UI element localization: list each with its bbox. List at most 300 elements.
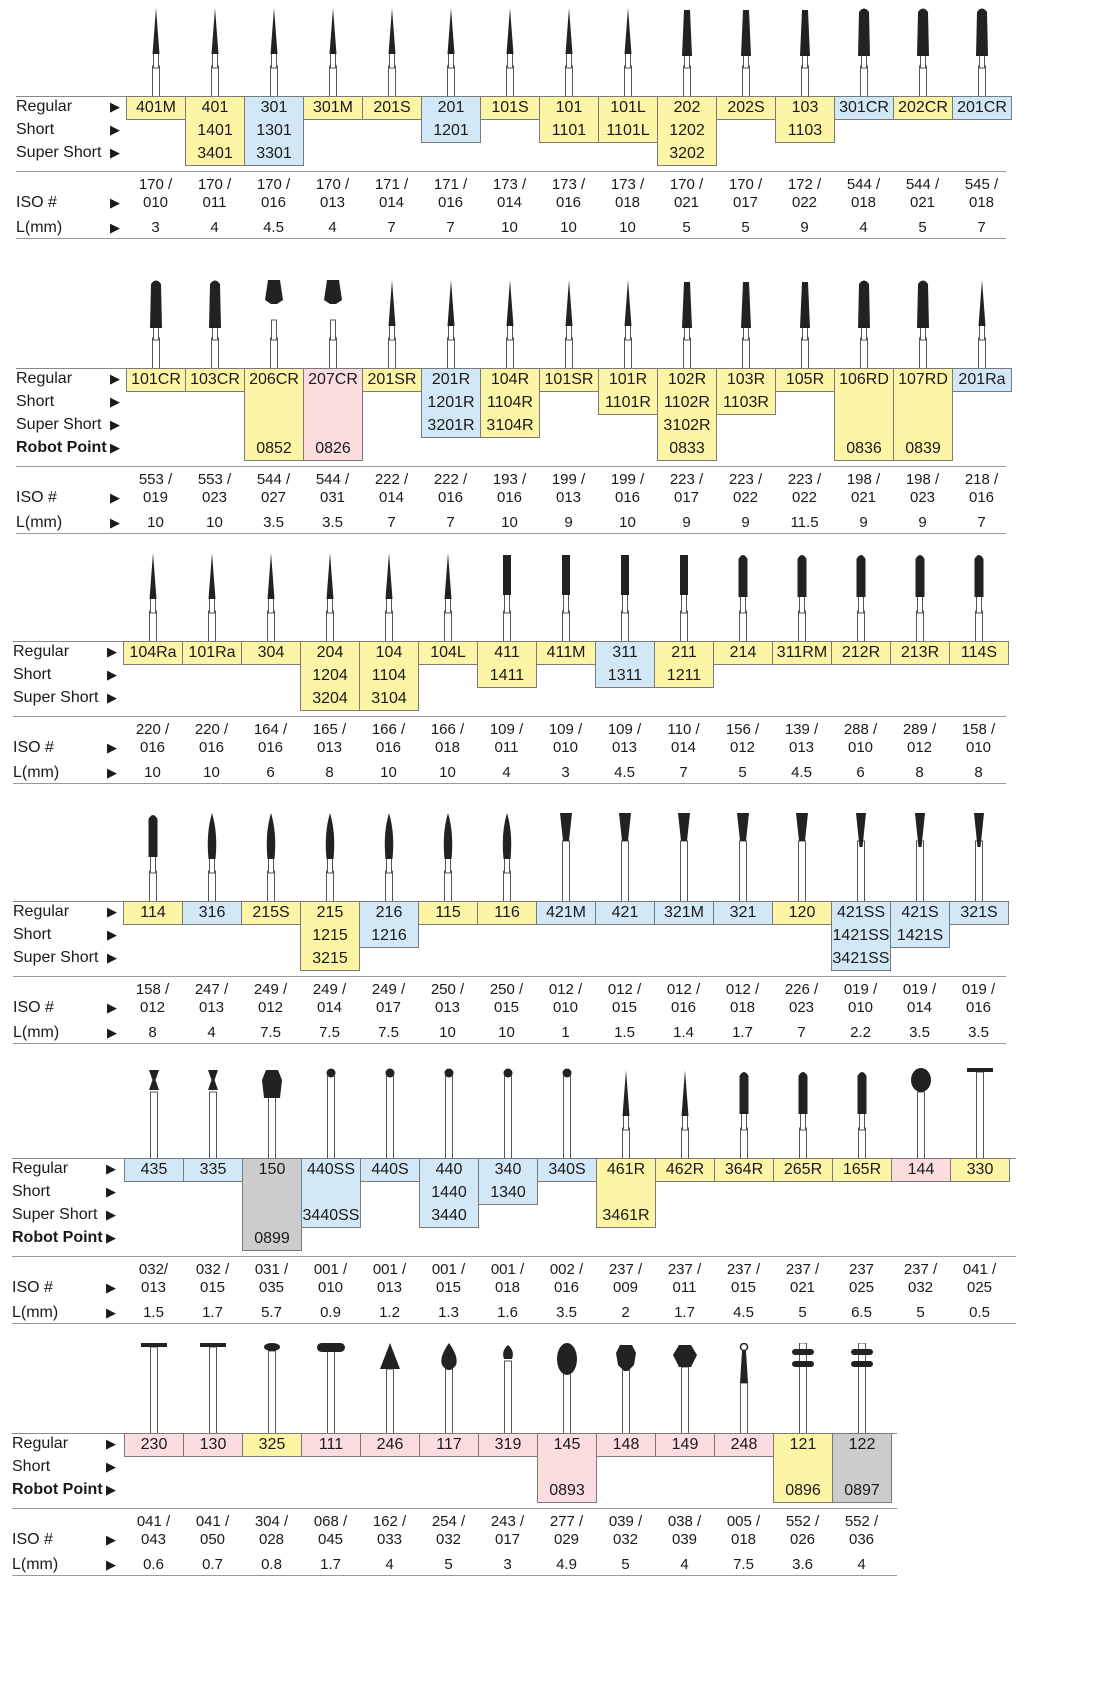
bur-code-regular: 265R [783,1161,823,1178]
bur-code-robot-point: 0893 [549,1482,585,1499]
bur-code-super-short: 3440SS [302,1207,360,1224]
row-arrow-icon: ▶ [107,667,117,682]
bur-code-cell[interactable] [775,368,835,392]
bur-code-super-short: 3301 [256,145,292,162]
length-mm: 7 [446,219,455,236]
iso-number-a: 218 / [964,471,999,488]
iso-number-a: 254 / [431,1513,466,1530]
bur-code-super-short: 3461R [602,1207,650,1224]
bur-code-cell[interactable] [539,96,599,143]
length-mm: 8 [974,764,983,781]
bur-code-regular: 130 [199,1436,227,1453]
bur-code-super-short: 3215 [312,950,348,967]
bur-code-regular: 340S [548,1161,586,1178]
length-mm: 9 [918,514,927,531]
row-arrow-icon: ▶ [106,1557,116,1572]
iso-number-a: 002 / [549,1261,584,1278]
bur-code-regular: 461R [606,1161,646,1178]
row-arrow-icon: ▶ [106,1161,116,1176]
bur-code-cell[interactable] [418,901,478,925]
iso-number-b: 013 [198,999,225,1016]
bur-code-cell[interactable] [716,368,776,415]
row-arrow-icon: ▶ [110,394,120,409]
bur-code-cell[interactable] [832,1158,892,1182]
bur-code-cell[interactable] [537,1433,597,1503]
row-label-short: Short [12,1458,51,1475]
bur-code-regular: 102R [667,371,707,388]
iso-number-a: 012 / [666,981,701,998]
iso-number-a: 019 / [902,981,937,998]
bur-code-cell[interactable] [123,901,183,925]
bur-code-cell[interactable] [655,1433,715,1457]
bur-code-cell[interactable] [831,641,891,665]
bur-code-cell[interactable] [537,1158,597,1182]
taper-pointed-bur-icon [434,551,462,653]
bur-code-cell[interactable] [596,1158,656,1228]
row-arrow-icon: ▶ [110,122,120,137]
iso-number-b: 029 [553,1531,580,1548]
bur-code-regular: 214 [729,644,757,661]
length-mm: 3.5 [968,1024,989,1041]
bur-code-cell[interactable] [477,641,537,688]
row-arrow-icon: ▶ [107,740,117,755]
bur-code-cell[interactable] [124,1433,184,1457]
length-mm: 9 [741,514,750,531]
iso-number-a: 220 / [135,721,170,738]
taper-pointed-bur-icon [437,278,465,380]
length-mm: 4.9 [556,1556,577,1573]
row-label-short: Short [16,393,55,410]
bur-code-cell[interactable] [183,1433,243,1457]
inverted-cone-bur-icon [611,811,639,913]
bur-section-1 [0,0,1102,270]
cylinder-bur-icon [552,551,580,653]
row-arrow-icon: ▶ [107,1000,117,1015]
bur-code-regular: 111 [318,1436,344,1453]
bur-code-cell[interactable] [303,96,363,120]
bur-code-cell[interactable] [419,1158,479,1228]
inverted-cone-bur-icon [552,811,580,913]
length-mm: 3 [503,1556,512,1573]
flame-bur-icon [198,811,226,913]
bur-code-super-short: 3202 [669,145,705,162]
iso-number-a: 156 / [725,721,760,738]
length-mm: 0.7 [202,1556,223,1573]
bur-code-cell[interactable] [773,1158,833,1182]
bur-code-cell[interactable] [124,1158,184,1182]
iso-number-a: 237 [848,1261,875,1278]
iso-number-a: 171 / [433,176,468,193]
bur-code-cell[interactable] [595,641,655,688]
length-mm: 7 [679,764,688,781]
iso-number-a: 032/ [138,1261,169,1278]
round-end-cylinder-bur-icon [965,551,993,653]
row-label-regular: Regular [13,903,70,920]
length-mm: 6 [266,764,275,781]
taper-pointed-bur-icon [378,278,406,380]
iso-number-a: 041 / [136,1513,171,1530]
bur-code-cell[interactable] [300,641,360,711]
bur-code-super-short: 3104R [486,417,534,434]
bur-code-regular: 202 [673,99,701,116]
row-arrow-icon: ▶ [106,1280,116,1295]
bur-code-cell[interactable] [536,641,596,665]
bur-code-regular: 330 [966,1161,994,1178]
iso-number-b: 016 [260,194,287,211]
bur-code-cell[interactable] [362,368,422,392]
bur-code-regular: 301CR [839,99,889,116]
bur-code-regular: 104L [430,644,466,661]
bur-code-cell[interactable] [183,1158,243,1182]
iso-number-b: 018 [614,194,641,211]
iso-number-b: 018 [730,1531,757,1548]
bur-code-cell[interactable] [657,96,717,166]
bur-code-regular: 107RD [898,371,948,388]
bur-code-cell[interactable] [890,901,950,948]
length-mm: 1.7 [320,1556,341,1573]
bur-code-cell[interactable] [360,1158,420,1182]
row-arrow-icon: ▶ [106,1184,116,1199]
bur-code-cell[interactable] [832,1433,892,1503]
iso-number-a: 172 / [787,176,822,193]
iso-number-b: 016 [555,194,582,211]
bur-code-cell[interactable] [775,96,835,143]
iso-number-b: 012 [139,999,166,1016]
row-label-short: Short [13,666,52,683]
iso-number-b: 015 [435,1279,462,1296]
bur-code-cell[interactable] [242,1433,302,1457]
bur-code-regular: 103R [726,371,766,388]
bur-code-cell[interactable] [893,96,953,120]
bur-code-cell[interactable] [244,368,304,461]
round-end-cylinder-bur-icon [139,811,167,913]
row-label-super-short: Super Short [13,689,99,706]
bur-code-cell[interactable] [303,368,363,461]
length-mm: 4 [328,219,337,236]
bur-code-cell[interactable] [185,96,245,166]
bur-code-cell[interactable] [539,368,599,392]
bur-code-cell[interactable] [890,641,950,665]
length-mm: 3.6 [792,1556,813,1573]
length-mm: 9 [564,514,573,531]
iso-number-b: 023 [201,489,228,506]
bur-code-cell[interactable] [421,368,481,438]
section-divider [16,171,1006,172]
bur-code-robot-point: 0896 [785,1482,821,1499]
iso-number-a: 223 / [728,471,763,488]
iso-number-a: 110 / [667,721,700,738]
iso-number-a: 109 / [489,721,524,738]
bur-code-regular: 201R [431,371,471,388]
bur-code-cell[interactable] [952,96,1012,120]
iso-number-a: 198 / [846,471,881,488]
bur-code-cell[interactable] [834,96,894,120]
row-label-regular: Regular [12,1160,69,1177]
bur-code-regular: 101Ra [188,644,236,661]
length-mm: 1.5 [614,1024,635,1041]
bur-code-cell[interactable] [950,1158,1010,1182]
iso-number-a: 012 / [725,981,760,998]
length-mm: 1.5 [143,1304,164,1321]
flame-bur-icon [257,811,285,913]
iso-number-b: 017 [732,194,759,211]
round-end-cylinder-bur-icon [847,551,875,653]
bur-code-cell[interactable] [654,641,714,688]
bur-code-regular: 101S [491,99,529,116]
iso-number-b: 021 [673,194,700,211]
row-arrow-icon: ▶ [110,145,120,160]
row-arrow-icon: ▶ [107,950,117,965]
bur-code-cell[interactable] [301,1158,361,1228]
bur-code-cell[interactable] [241,901,301,925]
taper-pointed-bur-icon [671,1068,699,1170]
bur-code-robot-point: 0897 [844,1482,880,1499]
bur-code-cell[interactable] [596,1433,656,1457]
bur-code-cell[interactable] [952,368,1012,392]
length-mm: 3.5 [909,1024,930,1041]
iso-number-a: 001 / [372,1261,407,1278]
section-bottom-divider [12,1575,897,1576]
iso-number-a: 237 / [667,1261,702,1278]
bur-code-cell[interactable] [182,901,242,925]
bur-code-regular: 340 [494,1161,522,1178]
length-mm: 1.7 [202,1304,223,1321]
bur-code-cell[interactable] [242,1158,302,1251]
length-mm: 5 [916,1304,925,1321]
bur-code-cell[interactable] [421,96,481,143]
iso-number-b: 023 [909,489,936,506]
bur-code-cell[interactable] [714,1158,774,1182]
row-arrow-icon: ▶ [106,1459,116,1474]
bur-code-regular: 301 [260,99,288,116]
length-mm: 6 [856,764,865,781]
iso-number-b: 013 [319,194,346,211]
bur-code-cell[interactable] [713,641,773,665]
bur-code-super-short: 3104 [371,690,407,707]
bur-code-cell[interactable] [654,901,714,925]
iso-number-b: 016 [139,739,166,756]
bur-code-cell[interactable] [891,1158,951,1182]
iso-number-a: 170 / [669,176,704,193]
bur-code-regular: 207CR [308,371,358,388]
bur-code-regular: 201 [437,99,465,116]
row-arrow-icon: ▶ [110,371,120,386]
length-mm: 5 [918,219,927,236]
iso-number-b: 021 [789,1279,816,1296]
iso-number-a: 222 / [374,471,409,488]
bur-code-regular: 150 [258,1161,286,1178]
bur-code-cell[interactable] [182,641,242,665]
bur-section-3 [0,545,1102,815]
iso-number-b: 022 [732,489,759,506]
iso-number-b: 013 [788,739,815,756]
row-label-length: L(mm) [12,1556,59,1573]
section-divider [13,716,1006,717]
row-label-robot-point: Robot Point [12,1481,103,1498]
iso-number-b: 015 [199,1279,226,1296]
iso-number-b: 017 [673,489,700,506]
bur-code-cell[interactable] [480,368,540,438]
bur-code-super-short: 3440 [431,1207,467,1224]
iso-number-b: 013 [611,739,638,756]
bur-code-cell[interactable] [478,1433,538,1457]
iso-number-b: 015 [611,999,638,1016]
bur-code-cell[interactable] [418,641,478,665]
bur-code-cell[interactable] [478,1158,538,1205]
bur-code-regular: 201Ra [958,371,1006,388]
length-mm: 4 [502,764,511,781]
hourglass-bur-icon [199,1068,227,1170]
bur-code-regular: 202CR [898,99,948,116]
iso-number-b: 036 [848,1531,875,1548]
bur-code-cell[interactable] [301,1433,361,1457]
bur-code-robot-point: 0839 [905,440,941,457]
bur-code-cell[interactable] [360,1433,420,1457]
row-arrow-icon: ▶ [110,99,120,114]
iso-number-a: 170 / [315,176,350,193]
bur-code-cell[interactable] [772,641,832,665]
bur-code-regular: 103CR [190,371,240,388]
bur-code-short: 1401 [197,122,233,139]
row-arrow-icon: ▶ [107,644,117,659]
length-mm: 8 [915,764,924,781]
bur-code-cell[interactable] [480,96,540,120]
section-bottom-divider [13,783,1006,784]
bur-code-cell[interactable] [655,1158,715,1182]
iso-number-b: 032 [435,1531,462,1548]
length-mm: 5.7 [261,1304,282,1321]
iso-number-a: 247 / [194,981,229,998]
length-mm: 9 [859,514,868,531]
bur-code-short: 1421SS [832,927,890,944]
bur-code-cell[interactable] [598,368,658,415]
bur-code-cell[interactable] [362,96,422,120]
iso-number-b: 017 [494,1531,521,1548]
length-mm: 4.5 [614,764,635,781]
bur-code-cell[interactable] [126,96,186,120]
round-end-cylinder-bur-icon [788,551,816,653]
iso-number-a: 158 / [135,981,170,998]
row-label-super-short: Super Short [16,144,102,161]
length-mm: 4 [859,219,868,236]
row-label-robot-point: Robot Point [12,1229,103,1246]
bur-code-regular: 106RD [839,371,889,388]
bur-code-regular: 216 [375,904,403,921]
bur-code-regular: 321M [663,904,705,921]
taper-flat-bur-icon [791,278,819,380]
taper-flat-bur-icon [673,6,701,108]
bur-code-short: 1215 [312,927,348,944]
taper-pointed-bur-icon [316,551,344,653]
bur-code-cell[interactable] [595,901,655,925]
bur-code-cell[interactable] [598,96,658,143]
iso-number-a: 001 / [490,1261,525,1278]
iso-number-b: 033 [376,1531,403,1548]
bur-code-short: 1411 [489,667,525,684]
bur-code-cell[interactable] [949,641,1009,665]
taper-flat-bur-icon [732,6,760,108]
iso-number-b: 012 [729,739,756,756]
taper-pointed-bur-icon [260,6,288,108]
bur-code-regular: 144 [907,1161,935,1178]
row-label-length: L(mm) [16,219,63,236]
bur-code-cell[interactable] [419,1433,479,1457]
bur-code-cell[interactable] [949,901,1009,925]
bur-code-regular: 319 [494,1436,522,1453]
row-arrow-icon: ▶ [110,417,120,432]
iso-number-b: 016 [257,739,284,756]
bur-code-cell[interactable] [657,368,717,461]
row-label-regular: Regular [12,1435,69,1452]
length-mm: 1.7 [674,1304,695,1321]
bur-code-cell[interactable] [126,368,186,392]
bur-code-cell[interactable] [831,901,891,971]
bur-code-cell[interactable] [893,368,953,461]
length-mm: 7.5 [319,1024,340,1041]
bur-code-cell[interactable] [359,901,419,948]
wheel-bur-icon [317,1343,345,1445]
iso-number-a: 166 / [371,721,406,738]
iso-number-a: 250 / [489,981,524,998]
chamfer-bur-icon [260,278,288,380]
row-arrow-icon: ▶ [107,765,117,780]
row-arrow-icon: ▶ [107,1025,117,1040]
bur-code-cell[interactable] [244,96,304,166]
bur-code-cell[interactable] [772,901,832,925]
bur-code-short: 1201R [427,394,475,411]
bur-code-cell[interactable] [185,368,245,392]
bur-code-cell[interactable] [834,368,894,461]
bur-code-cell[interactable] [773,1433,833,1503]
iso-number-a: 173 / [610,176,645,193]
iso-number-a: 170 / [197,176,232,193]
bur-code-regular: 114 [140,904,166,921]
iso-number-a: 001 / [313,1261,348,1278]
bur-code-cell[interactable] [536,901,596,925]
bur-code-regular: 215 [316,904,344,921]
row-label-iso: ISO # [13,999,54,1016]
iso-number-b: 012 [257,999,284,1016]
taper-pointed-bur-icon [142,6,170,108]
length-mm: 10 [619,219,636,236]
bur-code-cell[interactable] [716,96,776,120]
bur-code-cell[interactable] [714,1433,774,1457]
iso-number-b: 023 [788,999,815,1016]
iso-number-a: 223 / [669,471,704,488]
bur-code-regular: 206CR [249,371,299,388]
bur-code-regular: 114S [960,644,998,661]
bur-code-cell[interactable] [300,901,360,971]
bur-code-cell[interactable] [241,641,301,665]
length-mm: 7.5 [733,1556,754,1573]
length-mm: 5 [798,1304,807,1321]
bur-code-short: 1340 [490,1184,526,1201]
iso-number-b: 016 [553,1279,580,1296]
bur-code-regular: 201CR [957,99,1007,116]
bur-code-regular: 121 [789,1436,817,1453]
bur-code-cell[interactable] [477,901,537,925]
length-mm: 10 [203,764,220,781]
length-mm: 4 [210,219,219,236]
section-bottom-divider [16,533,1006,534]
iso-number-b: 013 [376,1279,403,1296]
bur-code-cell[interactable] [713,901,773,925]
iso-number-a: 171 / [374,176,409,193]
bur-code-cell[interactable] [359,641,419,711]
taper-pointed-bur-icon [378,6,406,108]
iso-number-a: 553 / [138,471,173,488]
bur-code-cell[interactable] [123,641,183,665]
